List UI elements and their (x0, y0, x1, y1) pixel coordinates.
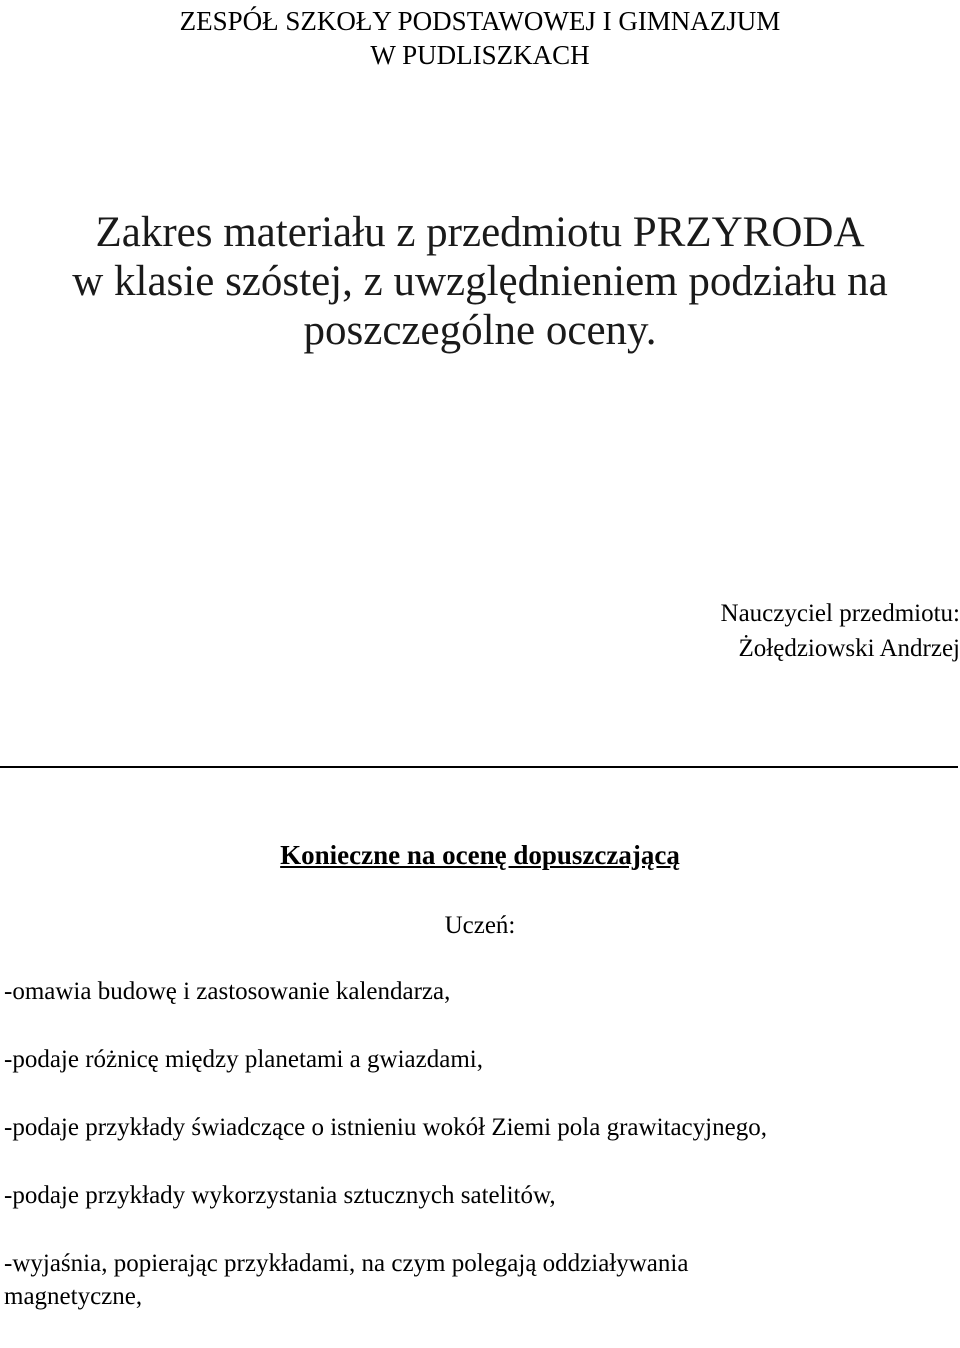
list-item: -podaje różnicę między planetami a gwiazdami, (4, 1046, 483, 1073)
requirements-list (4, 975, 956, 1348)
teacher-name: Żołędziowski Andrzej (738, 635, 960, 662)
school-name (0, 4, 960, 72)
document-title (0, 208, 960, 355)
horizontal-divider (0, 766, 958, 768)
school-name-line-2: W PUDLISZKACH (370, 40, 590, 70)
list-item: -podaje przykłady świadczące o istnieniu wokół Ziemi pola grawitacyjnego, (4, 1114, 767, 1141)
list-item: -podaje przykłady wykorzystania sztucznych satelitów, (4, 1182, 556, 1209)
list-item: -omawia budowę i zastosowanie kalendarza, (4, 978, 451, 1005)
teacher-label: Nauczyciel przedmiotu: (720, 600, 960, 627)
teacher-block (560, 596, 960, 666)
document-title-line-3: poszczególne oceny. (303, 307, 657, 354)
section-heading: Konieczne na ocenę dopuszczającą (280, 840, 680, 870)
document-title-line-2: w klasie szóstej, z uwzględnieniem podziału na (72, 258, 888, 305)
list-item: -wyjaśnia, popierając przykładami, na czym polegają oddziaływania magnetyczne, (4, 1250, 689, 1310)
document-title-line-1: Zakres materiału z przedmiotu PRZYRODA (95, 209, 865, 256)
pupil-label: Uczeń: (444, 912, 516, 939)
school-name-line-1: ZESPÓŁ SZKOŁY PODSTAWOWEJ I GIMNAZJUM (179, 6, 781, 36)
